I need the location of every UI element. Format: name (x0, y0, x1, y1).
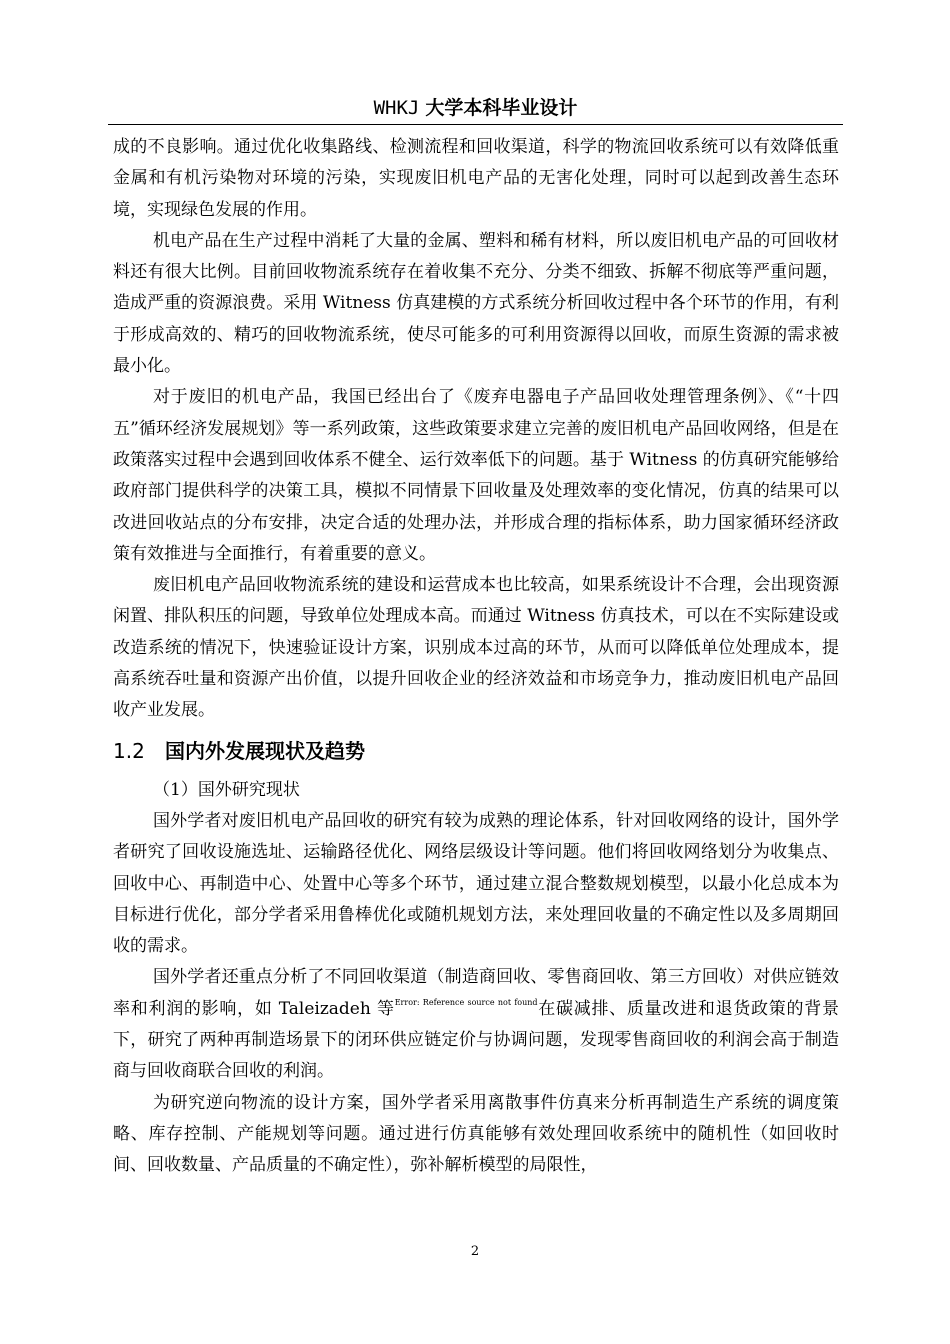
header-title: 大学本科毕业设计 (425, 97, 578, 119)
page-number: 2 (470, 1244, 480, 1259)
header-latin: WHKJ (373, 97, 420, 119)
paragraph: 废旧机电产品回收物流系统的建设和运营成本也比较高，如果系统设计不合理，会出现资源闲置、排队积压的问题，导致单位处理成本高。而通过 Witness 仿真技术，可以在不实际建设或改造系统的情况下，快速验证设计方案，识别成本过高的环节，从而可以降低单位处理成本，提高系统吞吐量和资源产出价值，以提升回收企业的经济效益和市场竞争力，推动废旧机电产品回收产业发展。 (113, 575, 839, 721)
section-number: 1.2 (113, 738, 145, 763)
subsection-title: （1）国外研究现状 (153, 779, 300, 800)
running-header (108, 94, 843, 125)
reference-error: Error: Reference source not found (394, 997, 538, 1007)
paragraph-text: 在碳减排、质量改进和退货政策的背景下，研究了两种再制造场景下的闭环供应链定价与协调问题，发现零售商回收的利润会高于制造商与回收商联合回收的利润。 (113, 998, 839, 1082)
paragraph: 为研究逆向物流的设计方案，国外学者采用离散事件仿真来分析再制造生产系统的调度策略、库存控制、产能规划等问题。通过进行仿真能够有效处理回收系统中的随机性（如回收时间、回收数量、产品质量的不确定性），弥补解析模型的局限性， (113, 1092, 839, 1176)
paragraph-text: 国外学者还重点分析了不同回收渠道（制造商回收、零售商回收、第三方回收）对供应链效率和利润的影响，如 Taleizadeh 等 (113, 967, 839, 1019)
paragraph (113, 962, 839, 1087)
section-title: 国内外发展现状及趋势 (165, 738, 365, 763)
paragraph: 机电产品在生产过程中消耗了大量的金属、塑料和稀有材料，所以废旧机电产品的可回收材料还有很大比例。目前回收物流系统存在着收集不充分、分类不细致、拆解不彻底等严重问题，造成严重的资源浪费。采用 Witness 仿真建模的方式系统分析回收过程中各个环节的作用，有利于形成高效的、精巧的回收物流系统，使尽可能多的可利用资源得以回收，而原生资源的需求被最小化。 (113, 230, 839, 377)
section-heading (113, 736, 839, 766)
paragraph: 成的不良影响。通过优化收集路线、检测流程和回收渠道，科学的物流回收系统可以有效降低重金属和有机污染物对环境的污染，实现废旧机电产品的无害化处理，同时可以起到改善生态环境，实现绿色发展的作用。 (113, 137, 839, 220)
body-text (113, 132, 839, 1182)
paragraph: 对于废旧的机电产品，我国已经出台了《废弃电器电子产品回收处理管理条例》、《“十四五”循环经济发展规划》等一系列政策，这些政策要求建立完善的废旧机电产品回收网络，但是在政策落实过程中会遇到回收体系不健全、运行效率低下的问题。基于 Witness 的仿真研究能够给政府部门提供科学的决策工具，模拟不同情景下回收量及处理效率的变化情况，仿真的结果可以改进回收站点的分布安排，决定合适的处理办法，并形成合理的指标体系，助力国家循环经济政策有效推进与全面推行，有着重要的意义。 (113, 387, 839, 564)
paragraph: 国外学者对废旧机电产品回收的研究有较为成熟的理论体系，针对回收网络的设计，国外学者研究了回收设施选址、运输路径优化、网络层级设计等问题。他们将回收网络划分为收集点、回收中心、再制造中心、处置中心等多个环节，通过建立混合整数规划模型，以最小化总成本为目标进行优化，部分学者采用鲁棒优化或随机规划方法，来处理回收量的不确定性以及多周期回收的需求。 (113, 810, 839, 957)
